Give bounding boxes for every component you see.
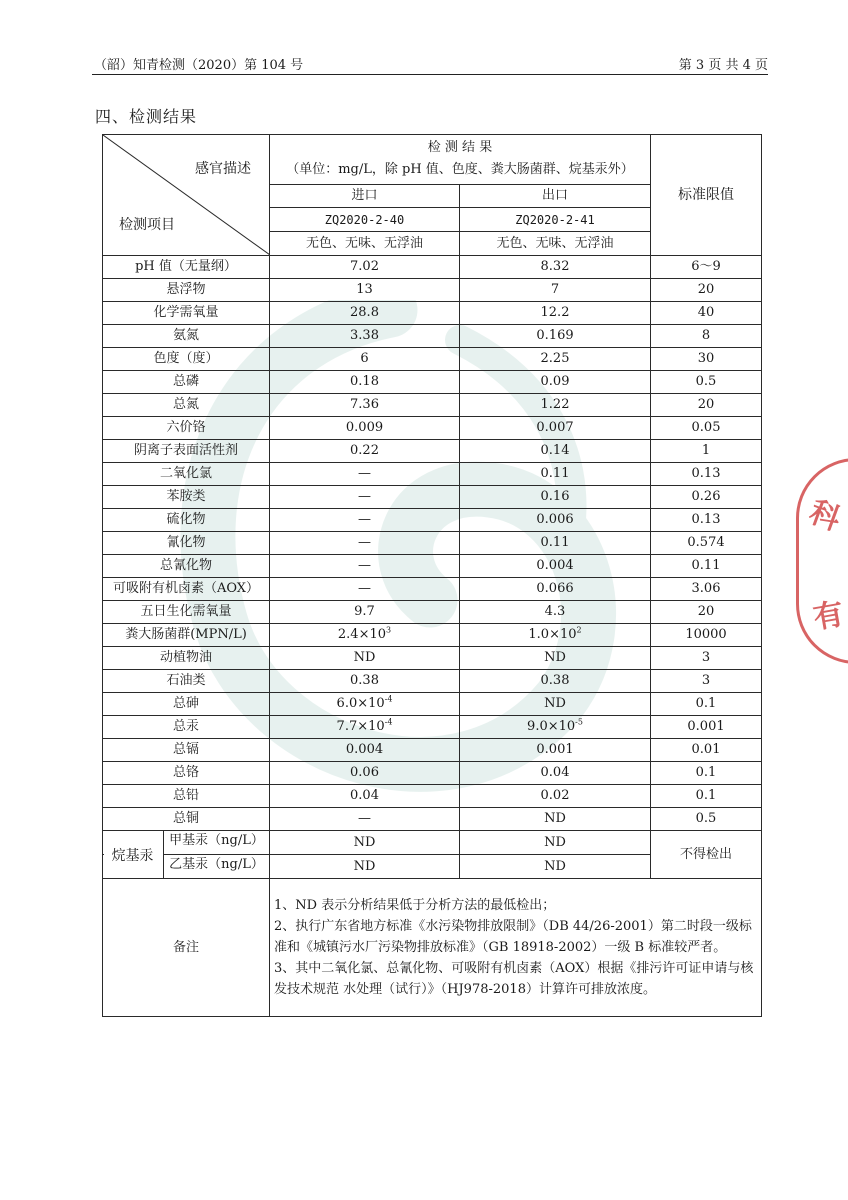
notes-label: 备注 xyxy=(103,879,270,1017)
alkyl-out: ND xyxy=(460,855,651,879)
inlet-value: 0.18 xyxy=(270,371,460,394)
table-row xyxy=(103,624,762,647)
outlet-value: 1.22 xyxy=(460,394,651,417)
std-value: 1 xyxy=(651,440,762,463)
outlet-value: ND xyxy=(460,808,651,831)
inlet-value: 0.04 xyxy=(270,785,460,808)
std-value: 3.06 xyxy=(651,578,762,601)
item-cell: 粪大肠菌群(MPN/L) xyxy=(103,624,270,647)
inlet-value: ND xyxy=(270,647,460,670)
std-value: 20 xyxy=(651,279,762,302)
table-row xyxy=(103,785,762,808)
outlet-value: 0.11 xyxy=(460,532,651,555)
inlet-value: 0.004 xyxy=(270,739,460,762)
table-row xyxy=(103,532,762,555)
outlet-value: ND xyxy=(460,693,651,716)
std-value: 0.1 xyxy=(651,785,762,808)
inlet-value: — xyxy=(270,555,460,578)
std-value: 20 xyxy=(651,394,762,417)
item-cell: 可吸附有机卤素（AOX） xyxy=(103,578,270,601)
inlet-value: 0.38 xyxy=(270,670,460,693)
sensory-outlet: 无色、无味、无浮油 xyxy=(460,232,651,256)
outlet-value: ND xyxy=(460,647,651,670)
std-header: 标准限值 xyxy=(651,135,762,256)
table-row xyxy=(103,808,762,831)
table-row xyxy=(103,256,762,279)
item-cell: 总磷 xyxy=(103,371,270,394)
note-line: 1、ND 表示分析结果低于分析方法的最低检出； xyxy=(274,898,556,913)
alkyl-group-label: 烷基汞 xyxy=(111,847,154,864)
std-value: 0.5 xyxy=(651,808,762,831)
outlet-value: 0.11 xyxy=(460,463,651,486)
inlet-value: 28.8 xyxy=(270,302,460,325)
note-line: 2、执行广东省地方标准《水污染物排放限制》（DB 44/26-2001）第二时段一级标准和《城镇污水厂污染物排放标准》（GB 18918-2002）一级 B 标准较严者。 xyxy=(274,919,752,955)
table-row xyxy=(103,463,762,486)
item-cell: 总氰化物 xyxy=(103,555,270,578)
std-value: 0.574 xyxy=(651,532,762,555)
outlet-value: $1.0\times 10^2$ xyxy=(460,624,651,647)
std-value: 0.05 xyxy=(651,417,762,440)
std-value: 3 xyxy=(651,647,762,670)
item-cell: 动植物油 xyxy=(103,647,270,670)
inlet-value: $2.4\times 10^3$ xyxy=(270,624,460,647)
std-value: 0.01 xyxy=(651,739,762,762)
std-value: 0.26 xyxy=(651,486,762,509)
inlet-value: 13 xyxy=(270,279,460,302)
results-header xyxy=(270,135,651,185)
table-row xyxy=(103,762,762,785)
std-value: 0.001 xyxy=(651,716,762,739)
inlet-value: 0.22 xyxy=(270,440,460,463)
sensory-inlet: 无色、无味、无浮油 xyxy=(270,232,460,256)
std-value: 0.5 xyxy=(651,371,762,394)
outlet-value: 0.02 xyxy=(460,785,651,808)
item-cell: 硫化物 xyxy=(103,509,270,532)
outlet-value: 0.16 xyxy=(460,486,651,509)
sample-id-inlet: ZQ2020-2-40 xyxy=(270,208,460,232)
outlet-value: 0.004 xyxy=(460,555,651,578)
item-cell: 二氧化氯 xyxy=(103,463,270,486)
table-row xyxy=(103,486,762,509)
alkyl-std: 不得检出 xyxy=(651,831,762,879)
outlet-value: 0.066 xyxy=(460,578,651,601)
std-value: 40 xyxy=(651,302,762,325)
item-cell: 悬浮物 xyxy=(103,279,270,302)
outlet-value: 0.001 xyxy=(460,739,651,762)
table-row xyxy=(103,739,762,762)
section-title: 四、检测结果 xyxy=(95,107,198,126)
table-row xyxy=(103,716,762,739)
inlet-value: $6.0\times 10^{-4}$ xyxy=(270,693,460,716)
item-cell: 总汞 xyxy=(103,716,270,739)
std-value: 8 xyxy=(651,325,762,348)
inlet-value: 6 xyxy=(270,348,460,371)
item-cell: 阴离子表面活性剂 xyxy=(103,440,270,463)
inlet-value: $7.7\times 10^{-4}$ xyxy=(270,716,460,739)
inlet-value: 3.38 xyxy=(270,325,460,348)
alkyl-item: 乙基汞（ng/L） xyxy=(169,857,264,872)
alkyl-in: ND xyxy=(270,831,460,855)
inlet-value: 0.009 xyxy=(270,417,460,440)
official-stamp xyxy=(796,458,848,664)
corner-top-label: 感官描述 xyxy=(195,161,251,177)
outlet-value: 12.2 xyxy=(460,302,651,325)
note-line: 3、其中二氧化氯、总氰化物、可吸附有机卤素（AOX）根据《排污许可证申请与核发技术规范 水处理（试行）》（HJ978-2018）计算许可排放浓度。 xyxy=(274,961,754,997)
diagonal-line xyxy=(103,135,270,255)
outlet-value: 0.14 xyxy=(460,440,651,463)
item-cell: 氰化物 xyxy=(103,532,270,555)
item-cell: 总铅 xyxy=(103,785,270,808)
table-row xyxy=(103,440,762,463)
outlet-value: 0.09 xyxy=(460,371,651,394)
table-row xyxy=(103,394,762,417)
table-row xyxy=(103,417,762,440)
inlet-value: 7.02 xyxy=(270,256,460,279)
std-value: 0.1 xyxy=(651,762,762,785)
corner-header-cell xyxy=(103,135,270,256)
results-title: 检 测 结 果 xyxy=(427,140,493,156)
table-row xyxy=(103,371,762,394)
outlet-value: 0.169 xyxy=(460,325,651,348)
outlet-value: 8.32 xyxy=(460,256,651,279)
outlet-value: 0.38 xyxy=(460,670,651,693)
item-cell: 氨氮 xyxy=(103,325,270,348)
outlet-value: $9.0\times 10^{-5}$ xyxy=(460,716,651,739)
page-info: 第 3 页 共 4 页 xyxy=(678,58,768,73)
table-row xyxy=(103,509,762,532)
notes-content xyxy=(270,879,762,1017)
std-value: 10000 xyxy=(651,624,762,647)
item-cell: 总铬 xyxy=(103,762,270,785)
table-row xyxy=(103,693,762,716)
inlet-value: 0.06 xyxy=(270,762,460,785)
item-cell: 色度（度） xyxy=(103,348,270,371)
table-row xyxy=(103,325,762,348)
item-cell: 化学需氧量 xyxy=(103,302,270,325)
sample-id-outlet: ZQ2020-2-41 xyxy=(460,208,651,232)
table-row xyxy=(103,302,762,325)
stamp-char: 科 xyxy=(804,494,845,538)
table-row xyxy=(103,578,762,601)
unit-note: （单位：mg/L，除 pH 值、色度、粪大肠菌群、烷基汞外） xyxy=(286,162,634,178)
table-row xyxy=(103,670,762,693)
outlet-value: 7 xyxy=(460,279,651,302)
std-value: 0.13 xyxy=(651,509,762,532)
results-table xyxy=(102,134,762,1017)
std-value: 20 xyxy=(651,601,762,624)
table-row xyxy=(103,647,762,670)
item-cell: 苯胺类 xyxy=(103,486,270,509)
table-row xyxy=(103,601,762,624)
table-row xyxy=(103,348,762,371)
std-value: 0.13 xyxy=(651,463,762,486)
report-id: （韶）知青检测（2020）第 104 号 xyxy=(94,58,304,73)
item-cell: 六价铬 xyxy=(103,417,270,440)
item-cell: 总氮 xyxy=(103,394,270,417)
std-value: 0.1 xyxy=(651,693,762,716)
inlet-value: — xyxy=(270,808,460,831)
std-value: 6～9 xyxy=(651,256,762,279)
item-cell: 石油类 xyxy=(103,670,270,693)
outlet-value: 0.04 xyxy=(460,762,651,785)
alkyl-out: ND xyxy=(460,831,651,855)
outlet-value: 4.3 xyxy=(460,601,651,624)
alkyl-item: 甲基汞（ng/L） xyxy=(169,833,264,848)
outlet-value: 2.25 xyxy=(460,348,651,371)
corner-bottom-label: 检测项目 xyxy=(119,217,175,233)
outlet-value: 0.007 xyxy=(460,417,651,440)
std-value: 3 xyxy=(651,670,762,693)
col-inlet: 进口 xyxy=(270,184,460,208)
item-cell: 总铜 xyxy=(103,808,270,831)
item-cell: 五日生化需氧量 xyxy=(103,601,270,624)
item-cell: pH 值（无量纲） xyxy=(103,256,270,279)
std-value: 0.11 xyxy=(651,555,762,578)
inlet-value: — xyxy=(270,578,460,601)
inlet-value: — xyxy=(270,463,460,486)
inlet-value: — xyxy=(270,532,460,555)
std-value: 30 xyxy=(651,348,762,371)
col-outlet: 出口 xyxy=(460,184,651,208)
page-header xyxy=(92,50,768,75)
table-row xyxy=(103,279,762,302)
inlet-value: 7.36 xyxy=(270,394,460,417)
inlet-value: — xyxy=(270,486,460,509)
inlet-value: — xyxy=(270,509,460,532)
item-cell: 总砷 xyxy=(103,693,270,716)
alkyl-in: ND xyxy=(270,855,460,879)
table-row xyxy=(103,555,762,578)
inlet-value: 9.7 xyxy=(270,601,460,624)
outlet-value: 0.006 xyxy=(460,509,651,532)
item-cell: 总镉 xyxy=(103,739,270,762)
stamp-char: 有 xyxy=(810,596,847,637)
